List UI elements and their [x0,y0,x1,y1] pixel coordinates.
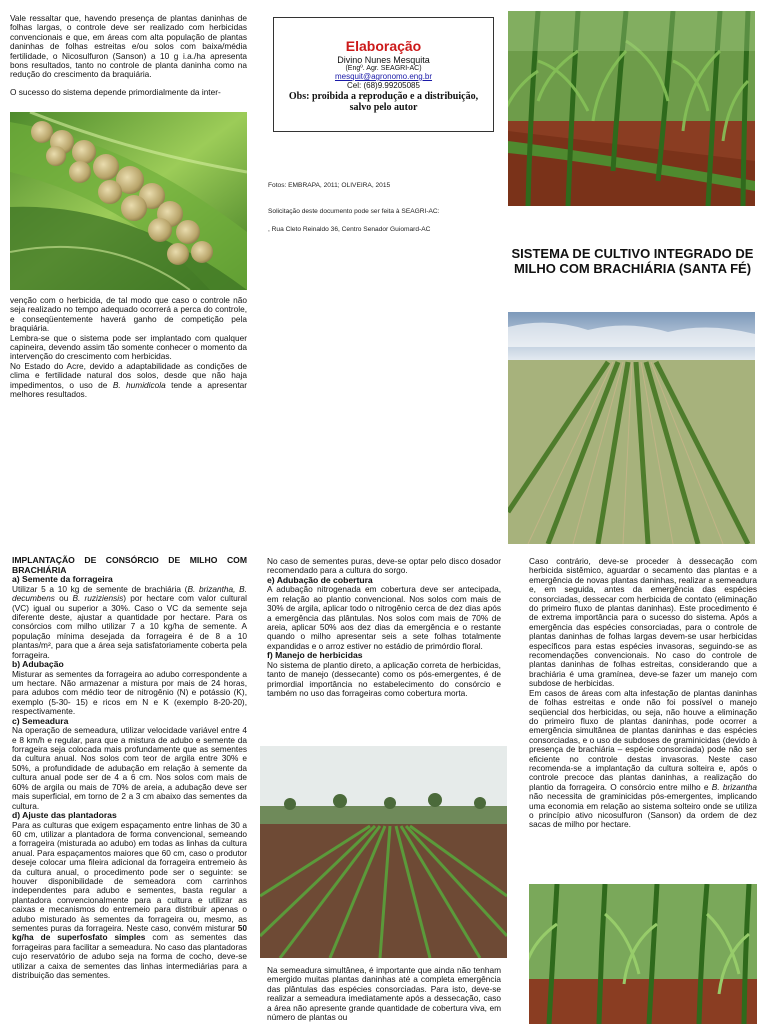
col1-mid-text [10,296,247,399]
field-rows-icon [508,312,755,544]
paragraph: Caso contrário, deve-se proceder à dessecação com herbicida sistêmico, aguardar o secamento das plantas e a emergência de novas plantas daninhas, realizar a semeadura e, em seguida, antes da emergência das espécies consorciadas, dessecar com herbicida de contato (eliminação do primeiro fluxo de plantas daninhas). Este procedimento é de extrema importância para o sucesso do sistema. Após a emergência das espécies consorciadas, para o controle de plantas daninhas de folhas largas devem-se usar herbicidas específicos para estas espécies invasoras, seguindo-se as recomendações convencionais. No caso do controle de plantas daninhas de folhas estreitas, considerando que a brachiária é uma gramínea, deve-se fazer um manejo com subdose de herbicidas. [529,556,757,689]
photo-field-rows [508,312,755,544]
corn-coins-icon [10,112,247,290]
subsection-heading-b: b) Adubação [12,659,64,670]
subsection-heading-c: c) Semeadura [12,715,69,726]
col1-top-text [10,14,247,97]
photo-credits: Fotos: EMBRAPA, 2011; OLIVEIRA, 2015 [268,182,391,189]
credits-author: Divino Nunes Mesquita [337,55,430,65]
photo-corn-coins [10,112,247,290]
credits-box [273,17,494,132]
paragraph-c: Na operação de semeadura, utilizar velocidade variável entre 4 e 8 km/h e regular, para que a mistura de adubo e semente da forrageira seja colocada mais profundamente que as sementes da cultura anual. Nos solos com teor de argila entre 30% e 50%, a profundidade de adubação em relação à semente da cultura anual pode ser de 4 a 6 cm. Nos solos com mais de 60% de argila ou mais de 70% de areia, a adubação deve ser mais superficial, em torno de 2 a 3 cm abaixo das sementes da cultura. [12,725,247,811]
col2-bottom-text [267,966,501,1022]
photo-corn-brachiaria [508,11,755,206]
paragraph: venção com o herbicida, de tal modo que caso o controle não seja realizado no tempo adequado ocorrerá a perca do controle, e conseqüentemente haverá ganho de competição pela braquiária. [10,295,247,334]
paragraph-d: Para as culturas que exigem espaçamento entre linhas de 30 a 60 cm, utilizar a plantadora de forma convencional, semeando a forrageira (misturada ao adubo) em todas as linhas da cultura anual. Para espaçamentos maiores que 60 cm, caso o produtor deseje colocar uma fileira adicional da forrageira entremeio às da cultura anual, o procedimento pode ser o seguinte: se houver disponibilidade de semeadora com carrinhos independentes para adubo e sementes, basta regular a plantadora convencionalmente para a cultura e utilizar as caixas e mecanismos do entremeio para distribuir apenas o adubo misturado às sementes da forrageira ou, mesmo, as sementes puras da forrageira. Neste caso, convém misturar 50 kg/ha de superfosfato simples com as sementes das forrageiras para facilitar a semeadura. No caso das plantadoras cujo reservatório de adubo seja na forma de cocho, deve-se utilizar a caixa de sementes das linhas intermediárias para a distribuição das sementes. [12,819,247,980]
document-title: SISTEMA DE CULTIVO INTEGRADO DE MILHO COM BRACHIÁRIA (SANTA FÉ) [511,246,754,276]
col2-text [267,557,501,698]
col1-bottom-text [12,556,247,980]
section-heading: IMPLANTAÇÃO DE CONSÓRCIO DE MILHO COM BRACHIÁRIA [12,555,247,575]
paragraph: Na semeadura simultânea, é importante que ainda não tenham emergido muitas plantas daninhas até a completa emergência das plântulas das espécies consorciadas. Para isto, deve-se realizar a semeadura imediatamente após a dessecação, caso a área não apresente grande quantidade de cobertura viva, em número de plantas ou [267,965,501,1023]
photo-corn-bottom [529,884,757,1024]
email-link[interactable]: mesquit@agronomo.eng.br [334,72,433,81]
corn-plants-icon [529,884,757,1024]
paragraph: No Estado do Acre, devido a adaptabilidade as condições de clima e fertilidade natural dos solos, desde que não haja impedimentos, o uso de B. humidicola tende a apresentar melhores resultados. [10,360,247,400]
subsection-heading-e: e) Adubação de cobertura [267,574,373,585]
paragraph: No caso de sementes puras, deve-se optar pelo disco dosador recomendado para a cultura do sorgo. [267,556,501,576]
credits-phone: Cel: (68)9.99205085 [347,81,420,90]
col3-text [529,557,757,830]
paragraph-b: Misturar as sementes da forrageira ao adubo correspondente a um hectare. Não armazenar a mistura por mais de 24 horas, para adubos com médio teor de nitrogênio (N) e potássio (K), exemplo (5-30- 15) e ricos em N e K (exemplo 8-20-20), respectivamente. [12,668,247,717]
field-seedlings-icon [260,746,507,958]
request-info: Solicitação deste documento pode ser feita à SEAGRI-AC: [268,208,440,215]
paragraph: Em casos de áreas com alta infestação de plantas daninhas de folhas estreitas e onde não foi possível o manejo seqüencial dos herbicidas, ou seja, não houve a eliminação do primeiro fluxo de plantas daninhas, pode ocorrer a emergência simultânea de plantas daninhas e das espécies consorciadas, e o uso de subdoses de graminicidas (devido à presença de brachiária – espécie consorciada) pode não ser eficiente no controle destas invasoras. Neste caso recomenda-se a implantação da cultura solteira e, após o controle precoce das plantas daninhas, a realização do plantio da forrageira. O consórcio entre milho e B. brizantha não necessita de graminicidas pós-emergentes, implicando uma economia em relação ao sistema solteiro onde se utiliza o princípio ativo nicosulfuron (Sanson) da ordem de dez sacas de milho por hectare. [529,687,757,830]
subsection-heading-f: f) Manejo de herbicidas [267,650,363,661]
paragraph-e: A adubação nitrogenada em cobertura deve ser antecipada, em relação ao plantio convencional. Nos solos com mais de 30% de argila, aplicar todo o nitrogênio cerca de dez dias após a emergência das plântulas. Nos solos com mais de 70% de areia, aplicar 50% aos dez dias da emergência e o restante quando o milho apresentar seis a sete folhas totalmente expandidas e o arroz estiver no estádio de primórdio floral. [267,584,501,651]
address-info: , Rua Cleto Reinaldo 36, Centro Senador Guiomard-AC [268,226,431,233]
paragraph-a: Utilizar 5 a 10 kg de semente de brachiária (B. brizantha, B. decumbens ou B. ruziziensis) por hectare com valor cultural (VC) igual ou superior a 30%. Caso o VC da semente seja diferente deste, ajustar a quantidade por hectare. Para os consórcios com milho utilizar 7 a 10 kg/ha de semente. A população mínima desejada da forrageira é de 8 a 10 plantas/m², para que a área seja satisfatoriamente coberta pela forrageira. [12,583,248,660]
subsection-heading-d: d) Ajuste das plantadoras [12,809,117,820]
subsection-heading-a: a) Semente da forrageira [12,574,113,585]
credits-heading: Elaboração [345,38,422,54]
paragraph: Vale ressaltar que, havendo presença de plantas daninhas de folhas largas, o controle deve ser realizado com herbicidas convencionais e que, em áreas com alta população de plantas daninhas de folhas estreitas e/ou solos com baixa/média fertilidade, o Nicosulfuron (Sanson) a 10 g i.a./ha apresenta bons resultados, tanto no controle de planta daninha como na redução do crescimento da braquiária. [10,13,247,80]
paragraph: Lembra-se que o sistema pode ser implantado com qualquer capineira, devendo assim tão somente conhecer o momento da intervenção do crescimento com herbicidas. [10,332,247,362]
credits-notice: Obs: proibida a reprodução e a distribuição, salvo pelo autor [288,91,479,113]
paragraph: O sucesso do sistema depende primordialmente da inter- [10,86,221,97]
paragraph-f: No sistema de plantio direto, a aplicação correta de herbicidas, tanto de manejo (dessecante) como os pós-emergentes, é de primordial importância no estabelecimento do consórcio e também no uso das forrageiras como cobertura morta. [267,659,501,699]
credits-role: (Engº. Agr. SEAGRI-AC) [345,65,422,72]
corn-field-icon [508,11,755,206]
photo-field-seedlings [260,746,507,958]
